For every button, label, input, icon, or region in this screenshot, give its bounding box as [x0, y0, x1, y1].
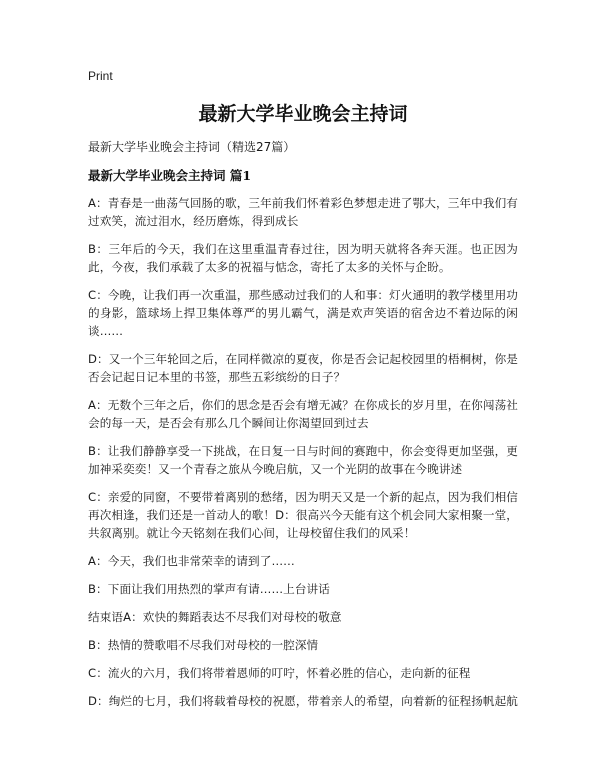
paragraph: B：三年后的今天，我们在这里重温青春过往，因为明天就将各奔天涯。也正因为此，今夜，我们承载了太多的祝福与惦念，寄托了太多的关怀与企盼。 — [88, 242, 518, 274]
paragraph: C：亲爱的同窗，不要带着离别的愁绪，因为明天又是一个新的起点，因为我们相信再次相逢，我们还是一首动人的歌！D：很高兴今天能有这个机会同大家相聚一堂，共叙离别。就让今天铭刻在我们心间，让母校留住我们的风采！ — [88, 490, 519, 540]
paragraph-list — [88, 194, 518, 710]
paragraph: D：又一个三年轮回之后，在同样微凉的夏夜，你是否会记起校园里的梧桐树，你是否会记起日记本里的书签，那些五彩缤纷的日子？ — [88, 352, 519, 384]
paragraph: B：热情的赞歌唱不尽我们对母校的一腔深情 — [88, 638, 319, 652]
paragraph: A：今天，我们也非常荣幸的请到了…… — [88, 554, 295, 568]
paragraph: 结束语A：欢快的舞蹈表达不尽我们对母校的敬意 — [88, 610, 342, 624]
paragraph: B：让我们静静享受一下挑战，在日复一日与时间的赛跑中，你会变得更加坚强，更加神采奕奕！又一个青春之旅从今晚启航，又一个光阴的故事在今晚讲述 — [88, 444, 518, 476]
paragraph: C：今晚，让我们再一次重温，那些感动过我们的人和事：灯火通明的教学楼里用功的身影，篮球场上捍卫集体尊严的男儿霸气，满是欢声笑语的宿舍边不着边际的闲谈…… — [88, 288, 518, 338]
print-link[interactable]: Print — [88, 69, 113, 83]
paragraph: C：流火的六月，我们将带着恩师的叮咛，怀着必胜的信心，走向新的征程 — [88, 666, 471, 680]
paragraph: A：青春是一曲荡气回肠的歌，三年前我们怀着彩色梦想走进了鄂大，三年中我们有过欢笑，流过泪水，经历磨炼，得到成长 — [88, 196, 518, 228]
page-title: 最新大学毕业晚会主持词 — [198, 103, 408, 125]
paragraph: B：下面让我们用热烈的掌声有请……上台讲话 — [88, 582, 330, 596]
paragraph: D：绚烂的七月，我们将载着母校的祝愿，带着亲人的希望，向着新的征程扬帆起航 — [88, 694, 519, 708]
paragraph: A：无数个三年之后，你们的思念是否会有增无减？在你成长的岁月里，在你闯荡社会的每一天，是否会有那么几个瞬间让你渴望回到过去 — [88, 398, 518, 430]
document-page — [88, 66, 518, 720]
document-subtitle: 最新大学毕业晚会主持词（精选27篇） — [88, 140, 296, 154]
section-heading: 最新大学毕业晚会主持词 篇1 — [88, 168, 252, 183]
